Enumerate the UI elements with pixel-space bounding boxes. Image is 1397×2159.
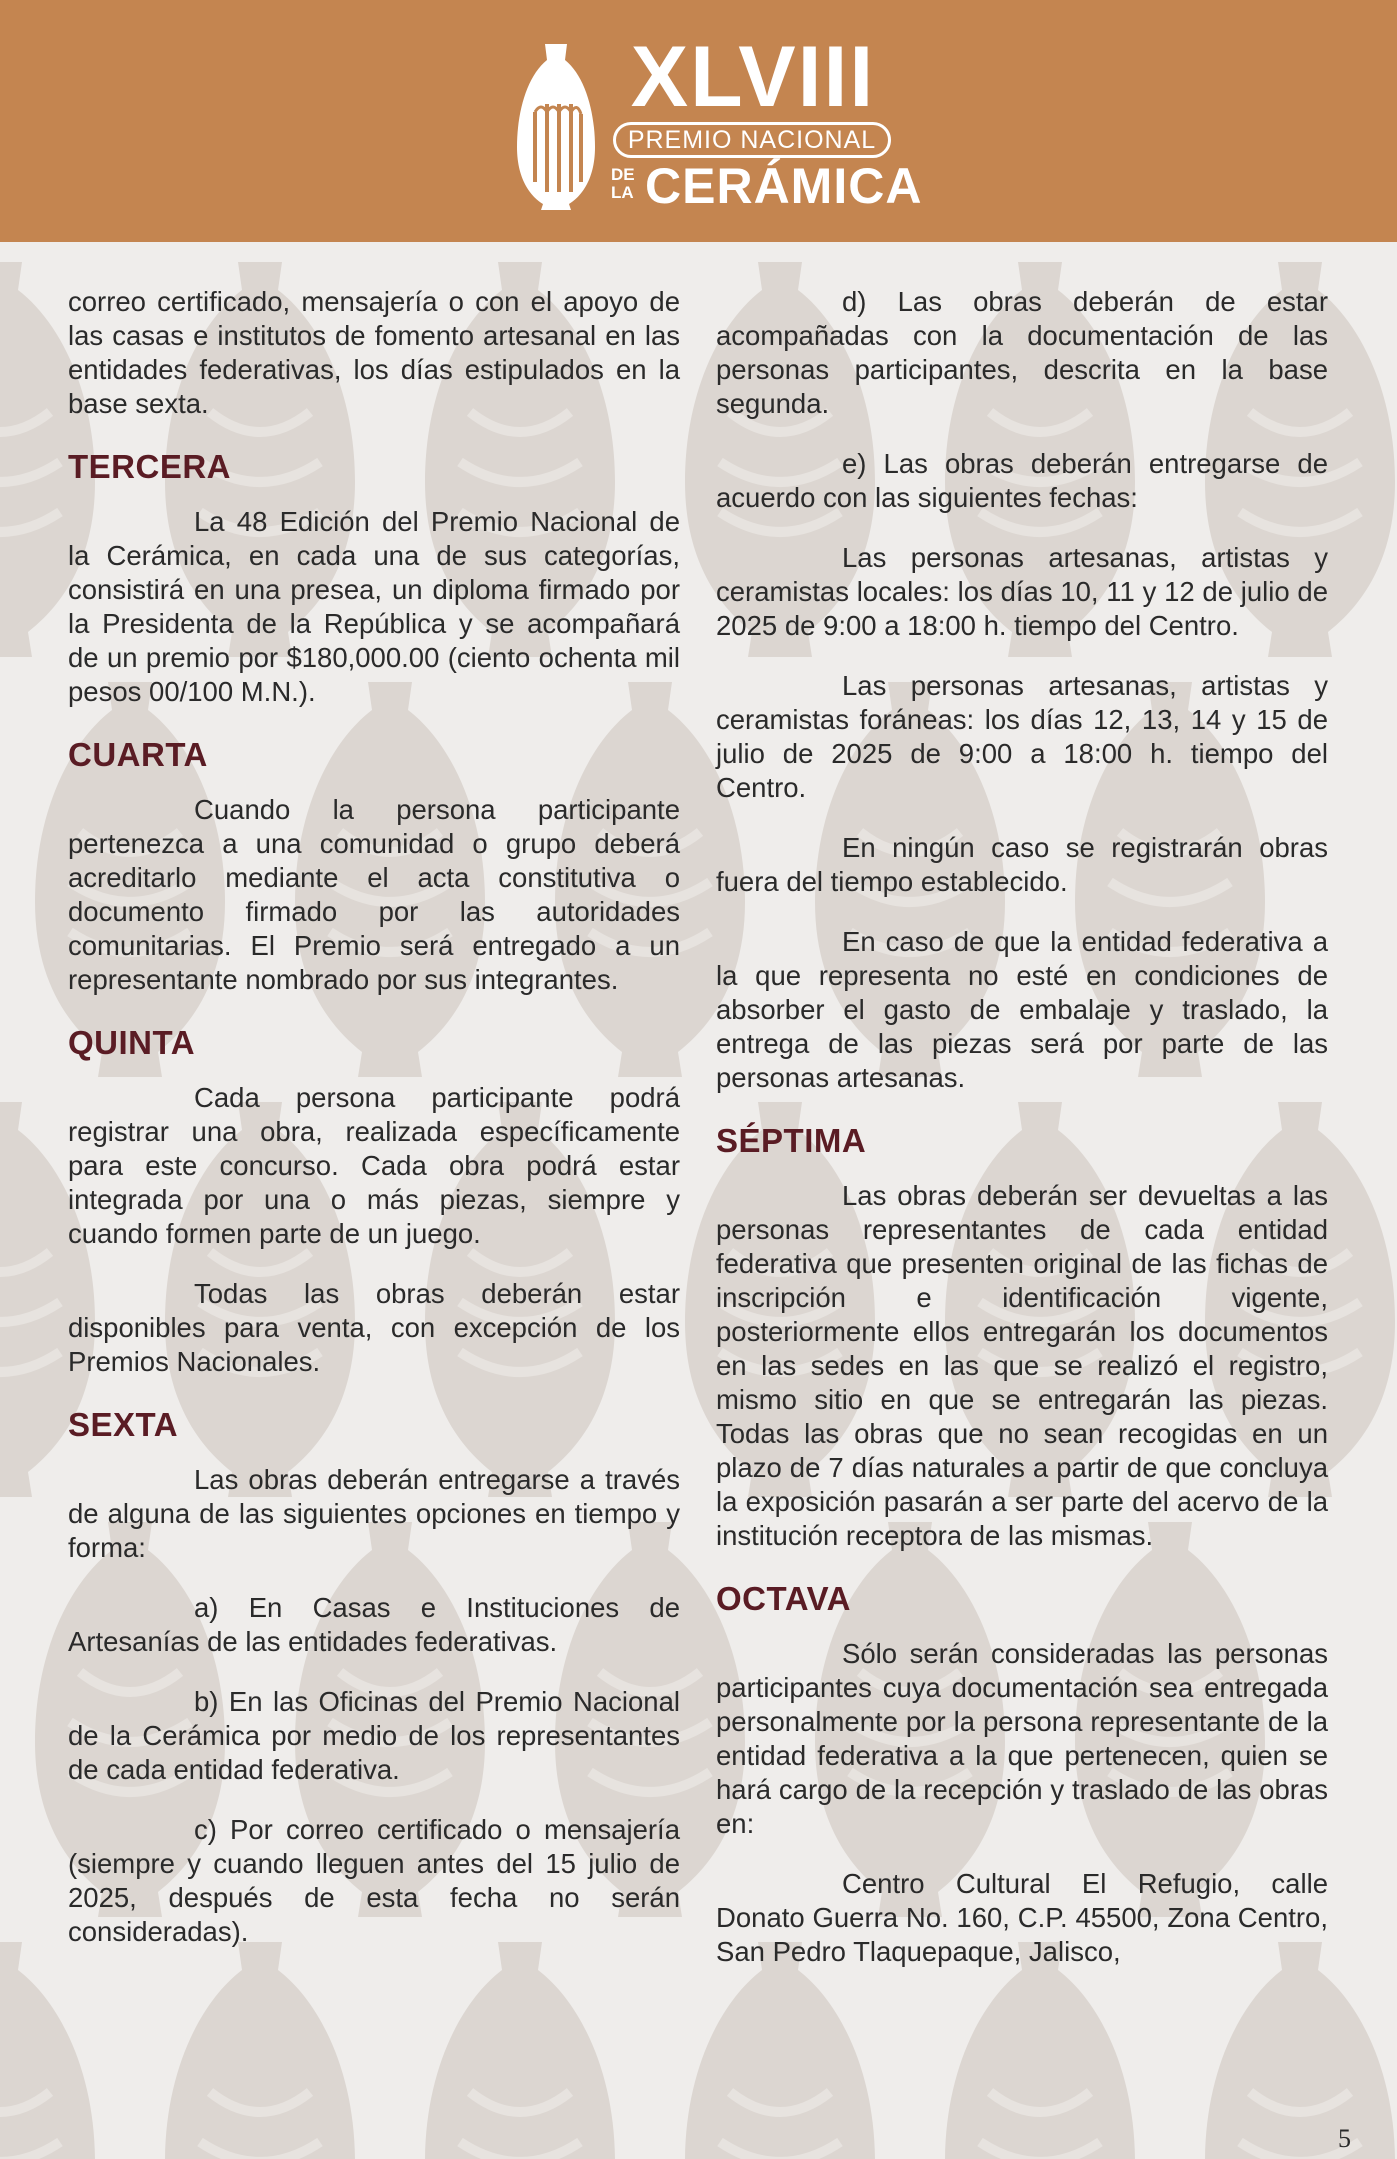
paragraph-quinta-1: Cada persona participante podrá registrar una obra, realizada específicamente para este concurso. Cada obra podrá estar integrada por una o más piezas, siempre y cuando formen parte de un juego.: [68, 1082, 680, 1249]
vase-icon: [515, 42, 597, 212]
left-column: [68, 285, 680, 1975]
paragraph-continued: correo certificado, mensajería o con el apoyo de las casas e institutos de fomento artesanal en las entidades federativas, los días estipulados en la base sexta.: [68, 286, 680, 419]
heading-sexta: SEXTA: [68, 1406, 179, 1443]
logo-title: CERÁMICA: [645, 158, 923, 214]
logo-roman-numeral: XLVIII: [630, 29, 876, 125]
right-column: [716, 285, 1328, 1995]
paragraph-quinta-2: Todas las obras deberán estar disponibles para venta, con excepción de los Premios Nacionales.: [68, 1278, 680, 1377]
paragraph-fechas-locales: Las personas artesanas, artistas y ceramistas locales: los días 10, 11 y 12 de julio de 2025 de 9:00 a 18:00 h. tiempo del Centro.: [716, 542, 1328, 641]
page-number: 5: [1338, 2124, 1351, 2153]
logo-de-la: DE LA: [611, 165, 635, 202]
paragraph-sexta-c: c) Por correo certificado o mensajería (siempre y cuando lleguen antes del 15 julio de 2025, después de esta fecha no serán consideradas).: [68, 1814, 680, 1947]
paragraph-tercera: La 48 Edición del Premio Nacional de la Cerámica, en cada una de sus categorías, consistirá en una presea, un diploma firmado por la Presidenta de la República y se acompañará de un premio por $180,000.00 (ciento ochenta mil pesos 00/100 M.N.).: [68, 506, 680, 707]
logo-subtitle: PREMIO NACIONAL: [613, 122, 891, 158]
paragraph-fechas-foraneas: Las personas artesanas, artistas y ceramistas foráneas: los días 12, 13, 14 y 15 de julio de 2025 de 9:00 a 18:00 h. tiempo del Centro.: [716, 670, 1328, 803]
paragraph-sexta-d: d) Las obras deberán de estar acompañadas con la documentación de las personas participantes, descrita en la base segunda.: [716, 286, 1328, 419]
paragraph-sexta-b: b) En las Oficinas del Premio Nacional de la Cerámica por medio de los representantes de cada entidad federativa.: [68, 1686, 680, 1785]
heading-cuarta: CUARTA: [68, 736, 208, 773]
header-banner: [0, 0, 1397, 242]
paragraph-sexta-1: Las obras deberán entregarse a través de alguna de las siguientes opciones en tiempo y forma:: [68, 1464, 680, 1563]
paragraph-sexta-e: e) Las obras deberán entregarse de acuerdo con las siguientes fechas:: [716, 448, 1328, 513]
heading-tercera: TERCERA: [68, 448, 232, 485]
heading-quinta: QUINTA: [68, 1024, 196, 1061]
paragraph-en-caso: En caso de que la entidad federativa a la que representa no esté en condiciones de absorber el gasto de embalaje y traslado, la entrega de las piezas será por parte de las personas artesanas.: [716, 926, 1328, 1093]
paragraph-cuarta: Cuando la persona participante pertenezca a una comunidad o grupo deberá acreditarlo mediante el acta constitutiva o documento firmado por las autoridades comunitarias. El Premio será entregado a un representante nombrado por sus integrantes.: [68, 794, 680, 995]
paragraph-septima: Las obras deberán ser devueltas a las personas representantes de cada entidad federativa que presenten original de las fichas de inscripción e identificación vigente, posteriormente ellos entregarán los documentos en las sedes en las que se realizó el registro, mismo sitio en que se entregarán las piezas. Todas las obras que no sean recogidas en un plazo de 7 días naturales a partir de que concluya la exposición pasarán a ser parte del acervo de la institución receptora de las mismas.: [716, 1180, 1328, 1551]
paragraph-octava-2: Centro Cultural El Refugio, calle Donato Guerra No. 160, C.P. 45500, Zona Centro, San Pedro Tlaquepaque, Jalisco,: [716, 1868, 1328, 1967]
paragraph-octava-1: Sólo serán consideradas las personas participantes cuya documentación sea entregada personalmente por la persona representante de la entidad federativa a la que pertenecen, quien se hará cargo de la recepción y traslado de las obras en:: [716, 1638, 1328, 1839]
heading-septima: SÉPTIMA: [716, 1122, 867, 1159]
heading-octava: OCTAVA: [716, 1580, 851, 1617]
logo: [515, 29, 923, 214]
paragraph-sexta-a: a) En Casas e Instituciones de Artesanías de las entidades federativas.: [68, 1592, 680, 1657]
paragraph-ningun-caso: En ningún caso se registrarán obras fuera del tiempo establecido.: [716, 832, 1328, 897]
